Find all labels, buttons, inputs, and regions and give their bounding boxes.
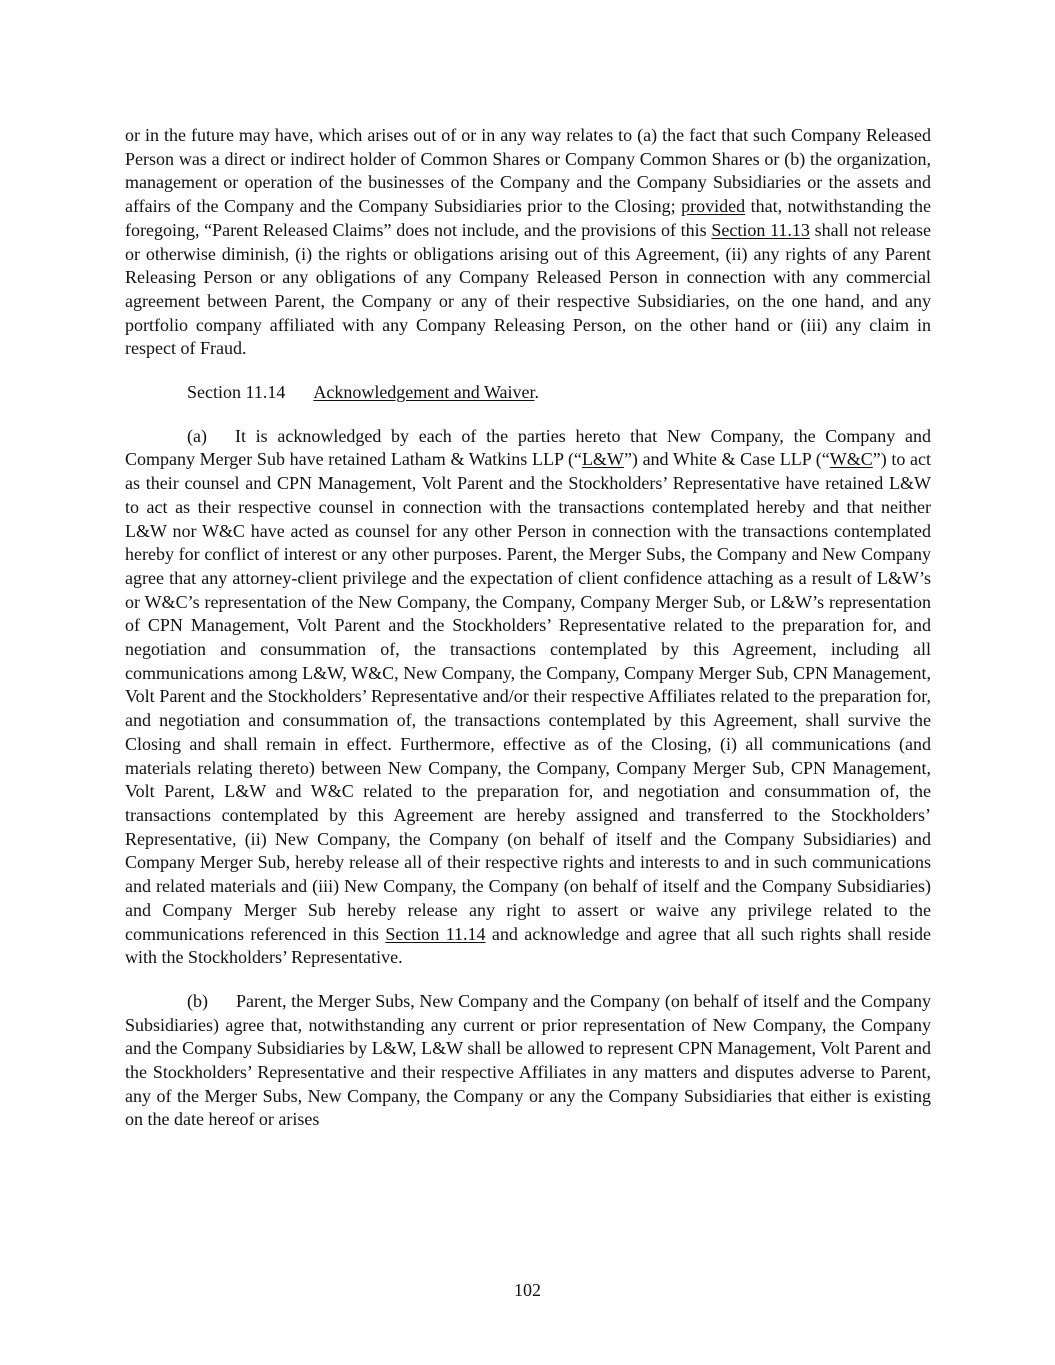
section-number: Section 11.14 <box>187 382 286 403</box>
provided-term: provided <box>681 196 746 217</box>
section-heading: Section 11.14 Acknowledgement and Waiver. <box>187 382 539 403</box>
section-reference: Section 11.14 <box>385 923 486 944</box>
defined-term: W&C <box>829 449 873 470</box>
paragraph-b: (b) Parent, the Merger Subs, New Company and the Company (on behalf of itself and the Company Subsidiaries) agree that, notwithstanding any current or prior representation of New Company, the Company and the Company Subsidiaries by L&W, L&W shall be allowed to represent CPN Management, Volt Parent and the Stockholders’ Representative and their respective Affiliates in any matters and disputes adverse to Parent, any of the Merger Subs, New Company, the Company or any the Company Subsidiaries that either is existing on the date hereof or arises <box>125 990 931 1130</box>
paragraph-a: (a) It is acknowledged by each of the parties hereto that New Company, the Company and Company Merger Sub have retained Latham & Watkins LLP (“L&W”) and White & Case LLP (“W&C”) to act as their counsel and CPN Management, Volt Parent and the Stockholders’ Representative have retained L&W to act as their respective counsel in connection with the transactions contemplated hereby and that neither L&W nor W&C have acted as counsel for any other Person in connection with the transactions contemplated hereby for conflict of interest or any other purposes. Parent, the Merger Subs, the Company and New Company agree that any attorney-client privilege and the expectation of client confidence attaching as a result of L&W’s or W&C’s representation of the New Company, the Company, Company Merger Sub, or L&W’s representation of CPN Management, Volt Parent and the Stockholders’ Representative related to the preparation for, and negotiation and consummation of, the transactions contemplated by this Agreement, including all communications among L&W, W&C, New Company, the Company, Company Merger Sub, CPN Management, Volt Parent and the Stockholders’ Representative and/or their respective Affiliates related to the preparation for, and negotiation and consummation of, the transactions contemplated by this Agreement, shall survive the Closing and shall remain in effect. Furthermore, effective as of the Closing, (i) all communications (and materials relating thereto) between New Company, the Company, Company Merger Sub, CPN Management, Volt Parent, L&W and W&C related to the preparation for, and negotiation and consummation of, the transactions contemplated by this Agreement are hereby assigned and transferred to the Stockholders’ Representative, (ii) New Company, the Company (on behalf of itself and the Company Subsidiaries) and Company Merger Sub, hereby release all of their respective rights and interests to and in such communications and related materials and (iii) New Company, the Company (on behalf of itself and the Company Subsidiaries) and Company Merger Sub hereby release any right to assert or waive any privilege related to the communications referenced in this Section 11.14 and acknowledge and agree that all such rights shall reside with the Stockholders’ Representative. <box>125 425 932 968</box>
defined-term: L&W <box>581 449 624 470</box>
section-title: Acknowledgement and Waiver <box>313 382 535 403</box>
page-number: 102 <box>514 1280 541 1300</box>
clause-label: (a) <box>187 425 207 446</box>
clause-label: (b) <box>187 990 208 1011</box>
section-reference: Section 11.13 <box>711 219 810 240</box>
document-body <box>125 124 931 1152</box>
paragraph-released-claims: or in the future may have, which arises out of or in any way relates to (a) the fact that such Company Released Person was a direct or indirect holder of Common Shares or Company Common Shares or (b) the organization, management or operation of the businesses of the Company and the Company Subsidiaries or the assets and affairs of the Company and the Company Subsidiaries prior to the Closing; provided that, notwithstanding the foregoing, “Parent Released Claims” does not include, and the provisions of this Section 11.13 shall not release or otherwise diminish, (i) the rights or obligations arising out of this Agreement, (ii) any rights of any Parent Releasing Person or any obligations of any Company Released Person in connection with any commercial agreement between Parent, the Company or any of their respective Subsidiaries, on the one hand, and any portfolio company affiliated with any Company Releasing Person, on the other hand or (iii) any claim in respect of Fraud. <box>125 125 931 359</box>
